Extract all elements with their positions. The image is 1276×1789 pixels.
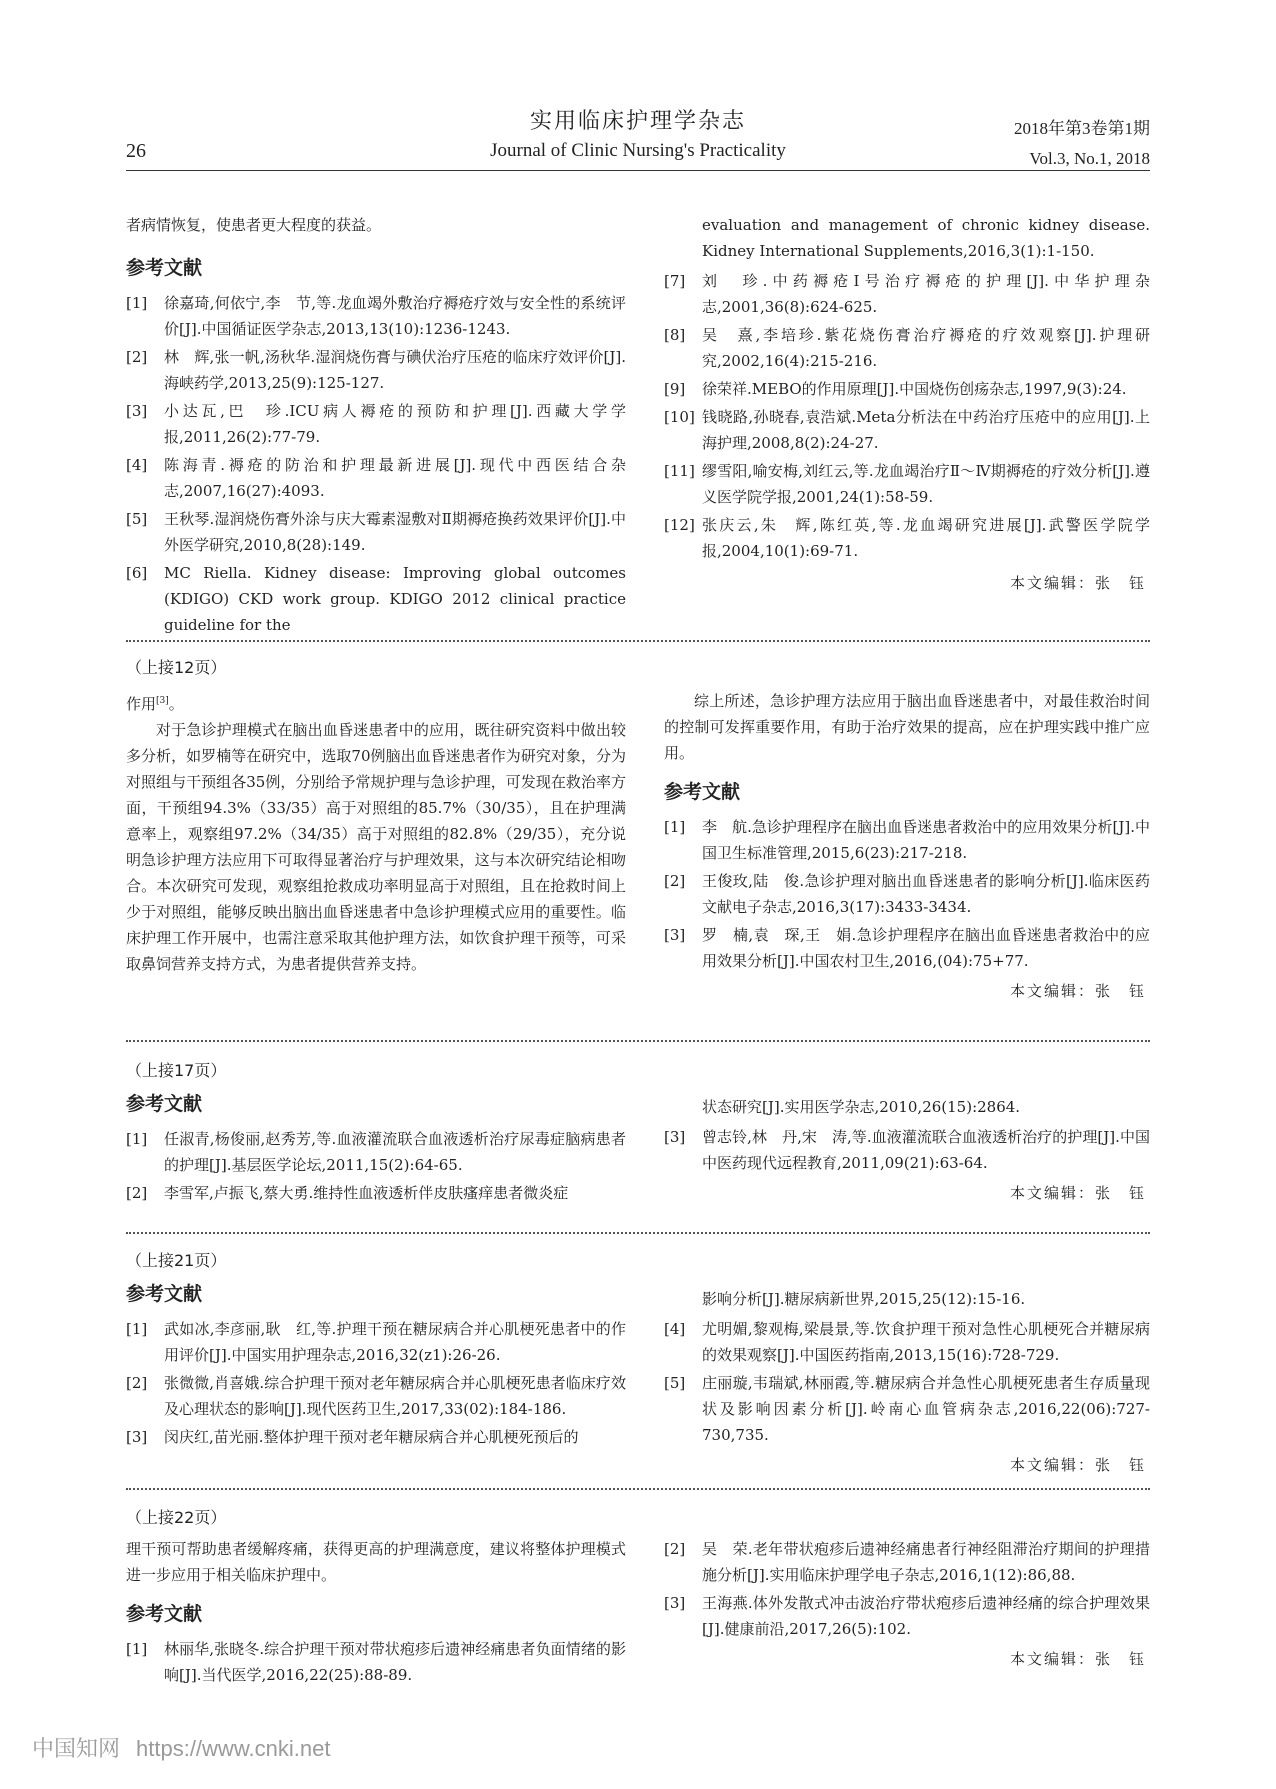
reference-text: 李 航.急诊护理程序在脑出血昏迷患者救治中的应用效果分析[J].中国卫生标准管理,2015,6(23):217-218. xyxy=(702,818,1150,862)
reference-text: 缪雪阳,喻安梅,刘红云,等.龙血竭治疗Ⅱ～Ⅳ期褥疮的疗效分析[J].遵义医学院学报,2001,24(1):58-59. xyxy=(702,462,1150,506)
reference-text: 闵庆红,苗光丽.整体护理干预对老年糖尿病合并心肌梗死预后的 xyxy=(164,1428,579,1446)
continued-label: （上接17页） xyxy=(126,1061,227,1080)
reference-text: 吴 荣.老年带状疱疹后遗神经痛患者行神经阻滞治疗期间的护理措施分析[J].实用临床护理学电子杂志,2016,1(12):86,88. xyxy=(702,1540,1150,1584)
reference-item xyxy=(126,1126,626,1178)
reference-number: [4] xyxy=(664,1320,686,1338)
reference-text: 庄丽璇,韦瑞斌,林丽霞,等.糖尿病合并急性心肌梗死患者生存质量现状及影响因素分析[J].岭南心血管病杂志,2016,22(06):727-730,735. xyxy=(702,1374,1150,1444)
continued-label: （上接21页） xyxy=(126,1251,227,1270)
cnki-watermark xyxy=(32,1732,330,1763)
reference-number: [3] xyxy=(664,926,686,944)
reference-list xyxy=(664,814,1150,974)
reference-item xyxy=(126,1636,626,1688)
reference-number: [4] xyxy=(126,456,148,474)
reference-item xyxy=(664,922,1150,974)
reference-number: [7] xyxy=(664,272,686,290)
continued-label: （上接22页） xyxy=(126,1508,227,1527)
reference-item xyxy=(664,376,1150,402)
reference-text: 曾志铃,林 丹,宋 涛,等.血液灌流联合血液透析治疗的护理[J].中国中医药现代远程教育,2011,09(21):63-64. xyxy=(702,1128,1150,1172)
reference-text: 林丽华,张晓冬.综合护理干预对带状疱疹后遗神经痛患者负面情绪的影响[J].当代医学,2016,22(25):88-89. xyxy=(164,1640,626,1684)
reference-number: [1] xyxy=(126,1320,148,1338)
reference-number: [5] xyxy=(126,510,148,528)
sec21-left-column xyxy=(126,1280,626,1452)
section-divider xyxy=(126,1488,1150,1490)
reference-number: [3] xyxy=(664,1594,686,1612)
sec12-right-column xyxy=(664,688,1150,1004)
reference-list xyxy=(126,1636,626,1688)
cnki-site-name: 中国知网 xyxy=(32,1737,121,1762)
top-left-text: 者病情恢复，使患者更大程度的获益。 xyxy=(126,216,382,234)
top-right-column xyxy=(664,212,1150,596)
reference-text: 李雪军,卢振飞,蔡大勇.维持性血液透析伴皮肤瘙痒患者微炎症 xyxy=(164,1184,569,1202)
sec22-text: 理干预可帮助患者缓解疼痛，获得更高的护理满意度，建议将整体护理模式进一步应用于相关临床护理中。 xyxy=(126,1540,626,1584)
reference-item xyxy=(126,560,626,638)
sec12-paragraph: 对于急诊护理模式在脑出血昏迷患者中的应用，既往研究资料中做出较多分析，如罗楠等在研究中，选取70例脑出血昏迷患者作为研究对象，分为对照组与干预组各35例，分别给予常规护理与急诊护理，可发现在救治率方面，干预组94.3%（33/35）高于对照组的85.7%（30/35），且在护理满意率上，观察组97.2%（34/35）高于对照组的82.8%（29/35），充分说明急诊护理方法应用下可取得显著治疗与护理效果，这与本次研究结论相吻合。本次研究可发现，观察组抢救成功率明显高于对照组，且在抢救时间上少于对照组，能够反映出脑出血昏迷患者中急诊护理模式应用的重要性。临床护理工作开展中，也需注意采取其他护理方法，如饮食护理干预等，可采取鼻饲营养支持方式，为患者提供营养支持。 xyxy=(126,721,626,973)
issue-info xyxy=(1014,114,1150,174)
reference-text: 林 辉,张一帆,汤秋华.湿润烧伤膏与碘伏治疗压疮的临床疗效评价[J].海峡药学,2013,25(9):125-127. xyxy=(164,348,626,392)
section-divider xyxy=(126,1040,1150,1042)
reference-item xyxy=(126,1370,626,1422)
reference-text: 尤明媚,黎观梅,梁晨景,等.饮食护理干预对急性心肌梗死合并糖尿病的效果观察[J].中国医药指南,2013,15(16):728-729. xyxy=(702,1320,1150,1364)
reference-list xyxy=(664,1316,1150,1448)
reference-list xyxy=(664,1124,1150,1176)
reference-text: 张微微,肖喜娥.综合护理干预对老年糖尿病合并心肌梗死患者临床疗效及心理状态的影响[J].现代医药卫生,2017,33(02):184-186. xyxy=(164,1374,626,1418)
reference-number: [12] xyxy=(664,516,695,534)
reference-item xyxy=(126,344,626,396)
sec12-first-end: 。 xyxy=(168,695,184,713)
page-number: 26 xyxy=(126,140,146,162)
reference-item xyxy=(664,814,1150,866)
reference-text: 钱晓路,孙晓春,袁浩斌.Meta分析法在中药治疗压疮中的应用[J].上海护理,2008,8(2):24-27. xyxy=(702,408,1150,452)
reference-item xyxy=(126,452,626,504)
reference-list xyxy=(126,1316,626,1450)
reference-list xyxy=(126,1126,626,1206)
sec12-first-text: 作用 xyxy=(126,695,157,713)
header-rule xyxy=(126,170,1150,171)
editor-credit: 本文编辑：张 钰 xyxy=(1009,1184,1146,1202)
references-title: 参考文献 xyxy=(126,1093,203,1115)
editor-credit: 本文编辑：张 钰 xyxy=(1009,982,1146,1000)
sec12-left-column xyxy=(126,688,626,977)
reference-item xyxy=(126,506,626,558)
reference-number: [11] xyxy=(664,462,695,480)
editor-credit: 本文编辑：张 钰 xyxy=(1009,1456,1146,1474)
section-divider xyxy=(126,640,1150,642)
editor-credit: 本文编辑：张 钰 xyxy=(1009,574,1146,592)
reference-item xyxy=(126,1180,626,1206)
reference-number: [3] xyxy=(664,1128,686,1146)
reference-text: 吴 熹,李培珍.紫花烧伤膏治疗褥疮的疗效观察[J].护理研究,2002,16(4):215-216. xyxy=(702,326,1150,370)
reference-number: [9] xyxy=(664,380,686,398)
reference-item xyxy=(126,1424,626,1450)
reference-number: [8] xyxy=(664,326,686,344)
issue-cn: 2018年第3卷第1期 xyxy=(1014,119,1150,138)
reference-list xyxy=(126,290,626,638)
reference-item xyxy=(664,268,1150,320)
reference-number: [1] xyxy=(126,294,148,312)
reference-continuation: 影响分析[J].糖尿病新世界,2015,25(12):15-16. xyxy=(702,1290,1026,1308)
reference-item xyxy=(664,1124,1150,1176)
reference-number: [6] xyxy=(126,564,148,582)
reference-item xyxy=(126,1316,626,1368)
reference-item xyxy=(664,404,1150,456)
reference-text: 王秋琴.湿润烧伤膏外涂与庆大霉素湿敷对Ⅱ期褥疮换药效果评价[J].中外医学研究,2010,8(28):149. xyxy=(164,510,626,554)
top-left-column xyxy=(126,212,626,640)
journal-title-en: Journal of Clinic Nursing's Practicality xyxy=(490,140,786,161)
reference-text: 小达瓦,巴 珍.ICU病人褥疮的预防和护理[J].西藏大学学报,2011,26(2):77-79. xyxy=(164,402,626,446)
reference-text: 罗 楠,袁 琛,王 娟.急诊护理程序在脑出血昏迷患者救治中的应用效果分析[J].中国农村卫生,2016,(04):75+77. xyxy=(702,926,1150,970)
journal-title-cn: 实用临床护理学杂志 xyxy=(529,109,746,134)
sec21-right-column xyxy=(664,1286,1150,1478)
reference-continuation: 状态研究[J].实用医学杂志,2010,26(15):2864. xyxy=(702,1098,1021,1116)
references-title: 参考文献 xyxy=(126,1283,203,1305)
reference-item xyxy=(664,1370,1150,1448)
reference-number: [2] xyxy=(126,1184,148,1202)
sec12-conclusion: 综上所述，急诊护理方法应用于脑出血昏迷患者中，对最佳救治时间的控制可发挥重要作用，有助于治疗效果的提高，应在护理实践中推广应用。 xyxy=(664,692,1150,762)
reference-number: [2] xyxy=(126,348,148,366)
reference-item xyxy=(126,398,626,450)
reference-text: 刘 珍.中药褥疮Ⅰ号治疗褥疮的护理[J].中华护理杂志,2001,36(8):624-625. xyxy=(702,272,1150,316)
sec22-left-column xyxy=(126,1536,626,1690)
reference-list xyxy=(664,268,1150,564)
reference-continuation: evaluation and management of chronic kidney disease. Kidney International Supplements,2016,3(1):1-150. xyxy=(702,216,1150,260)
references-title: 参考文献 xyxy=(126,1603,203,1625)
reference-text: 徐嘉琦,何依宁,李 节,等.龙血竭外敷治疗褥疮疗效与安全性的系统评价[J].中国循证医学杂志,2013,13(10):1236-1243. xyxy=(164,294,626,338)
sec17-right-column xyxy=(664,1094,1150,1206)
reference-text: 陈海青.褥疮的防治和护理最新进展[J].现代中西医结合杂志,2007,16(27):4093. xyxy=(164,456,626,500)
references-title: 参考文献 xyxy=(126,257,203,279)
reference-number: [5] xyxy=(664,1374,686,1392)
sec12-first-line xyxy=(126,688,626,717)
citation-mark: [3] xyxy=(156,696,169,706)
reference-text: 王俊玫,陆 俊.急诊护理对脑出血昏迷患者的影响分析[J].临床医药文献电子杂志,2016,3(17):3433-3434. xyxy=(702,872,1150,916)
reference-text: 张庆云,朱 辉,陈红英,等.龙血竭研究进展[J].武警医学院学报,2004,10(1):69-71. xyxy=(702,516,1150,560)
reference-list xyxy=(664,1536,1150,1642)
reference-number: [2] xyxy=(664,872,686,890)
reference-number: [2] xyxy=(664,1540,686,1558)
reference-text: 武如冰,李彦丽,耿 红,等.护理干预在糖尿病合并心肌梗死患者中的作用评价[J].中国实用护理杂志,2016,32(z1):26-26. xyxy=(164,1320,626,1364)
reference-item xyxy=(664,1316,1150,1368)
reference-item xyxy=(664,458,1150,510)
reference-text: 徐荣祥.MEBO的作用原理[J].中国烧伤创疡杂志,1997,9(3):24. xyxy=(702,380,1127,398)
reference-text: MC Riella. Kidney disease: Improving global outcomes (KDIGO) CKD work group. KDIGO 2012 clinical practice guideline for the xyxy=(164,564,626,634)
reference-item xyxy=(664,322,1150,374)
continued-label: （上接12页） xyxy=(126,658,227,677)
sec17-left-column xyxy=(126,1090,626,1208)
reference-text: 王海燕.体外发散式冲击波治疗带状疱疹后遗神经痛的综合护理效果[J].健康前沿,2017,26(5):102. xyxy=(702,1594,1150,1638)
reference-number: [3] xyxy=(126,402,148,420)
issue-en: Vol.3, No.1, 2018 xyxy=(1029,149,1150,168)
reference-item xyxy=(664,1590,1150,1642)
reference-item xyxy=(126,290,626,342)
reference-item xyxy=(664,1536,1150,1588)
reference-item xyxy=(664,868,1150,920)
reference-number: [1] xyxy=(664,818,686,836)
reference-number: [1] xyxy=(126,1640,148,1658)
references-title: 参考文献 xyxy=(664,781,741,803)
sec22-right-column xyxy=(664,1536,1150,1672)
reference-item xyxy=(664,512,1150,564)
section-divider xyxy=(126,1232,1150,1234)
reference-number: [1] xyxy=(126,1130,148,1148)
reference-number: [10] xyxy=(664,408,695,426)
reference-text: 任淑青,杨俊丽,赵秀芳,等.血液灌流联合血液透析治疗尿毒症脑病患者的护理[J].基层医学论坛,2011,15(2):64-65. xyxy=(164,1130,626,1174)
reference-number: [2] xyxy=(126,1374,148,1392)
reference-number: [3] xyxy=(126,1428,148,1446)
cnki-url[interactable]: https://www.cnki.net xyxy=(136,1736,331,1761)
editor-credit: 本文编辑：张 钰 xyxy=(1009,1650,1146,1668)
